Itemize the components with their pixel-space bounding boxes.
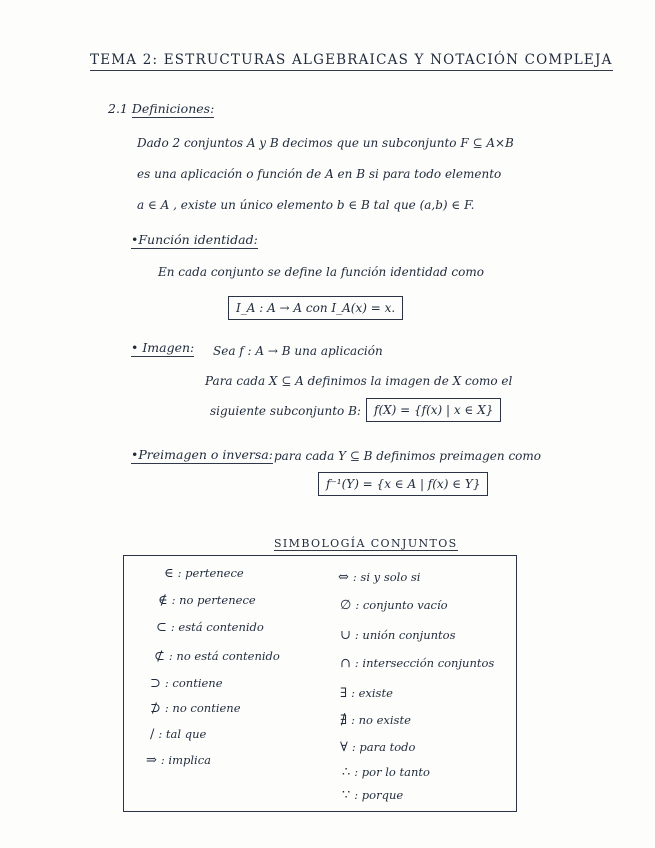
symbol-not-exists: ∄ : no existe [340, 713, 411, 728]
definition-line-2: es una aplicación o función de A en B si para todo elemento [137, 167, 502, 181]
symbol-because: ∵ : porque [342, 788, 404, 803]
image-line-2: Para cada X ⊆ A definimos la imagen de X como el [205, 374, 513, 388]
symbol-such-that: / : tal que [150, 727, 207, 742]
identity-formula-box: I_A : A → A con I_A(x) = x. [228, 296, 403, 320]
symbols-title: SIMBOLOGÍA CONJUNTOS [274, 537, 458, 550]
symbol-not-superset: ⊅ : no contiene [150, 701, 241, 716]
section-number: 2.1 [108, 101, 128, 116]
symbol-implies: ⇒ : implica [146, 753, 212, 768]
symbol-exists: ∃ : existe [340, 686, 393, 701]
identity-heading: •Función identidad: [131, 232, 258, 247]
preimage-text: para cada Y ⊆ B definimos preimagen como [274, 449, 541, 463]
preimage-formula-box: f⁻¹(Y) = {x ∈ A | f(x) ∈ Y} [318, 472, 488, 496]
preimage-heading: •Preimagen o inversa: [131, 447, 273, 462]
symbol-not-element-of: ∉ : no pertenece [158, 593, 256, 608]
symbol-element-of: ∈ : pertenece [164, 566, 244, 581]
image-line-1: Sea f : A → B una aplicación [213, 344, 383, 358]
section-title: Definiciones: [131, 101, 215, 116]
definition-line-3: a ∈ A , existe un único elemento b ∈ B tal que (a,b) ∈ F. [137, 198, 475, 212]
image-heading: • Imagen: [131, 340, 195, 355]
symbol-iff: ⇔ : si y solo si [338, 570, 421, 585]
image-formula-box: f(X) = {f(x) | x ∈ X} [366, 398, 501, 422]
symbol-superset: ⊃ : contiene [150, 676, 223, 691]
symbol-union: ∪ : unión conjuntos [340, 628, 456, 643]
section-heading [108, 101, 214, 116]
symbol-empty-set: ∅ : conjunto vacío [340, 598, 448, 613]
page-title: TEMA 2: ESTRUCTURAS ALGEBRAICAS Y NOTACIÓN COMPLEJA [90, 52, 613, 71]
definition-line-1: Dado 2 conjuntos A y B decimos que un subconjunto F ⊆ A×B [137, 136, 514, 150]
symbol-for-all: ∀ : para todo [340, 740, 416, 755]
identity-text: En cada conjunto se define la función identidad como [158, 265, 484, 279]
symbol-intersection: ∩ : intersección conjuntos [340, 656, 495, 671]
symbol-therefore: ∴ : por lo tanto [342, 765, 430, 780]
image-line-3: siguiente subconjunto B: [210, 404, 361, 418]
symbol-subset: ⊂ : está contenido [156, 620, 264, 635]
symbol-not-subset: ⊄ : no está contenido [154, 649, 280, 664]
